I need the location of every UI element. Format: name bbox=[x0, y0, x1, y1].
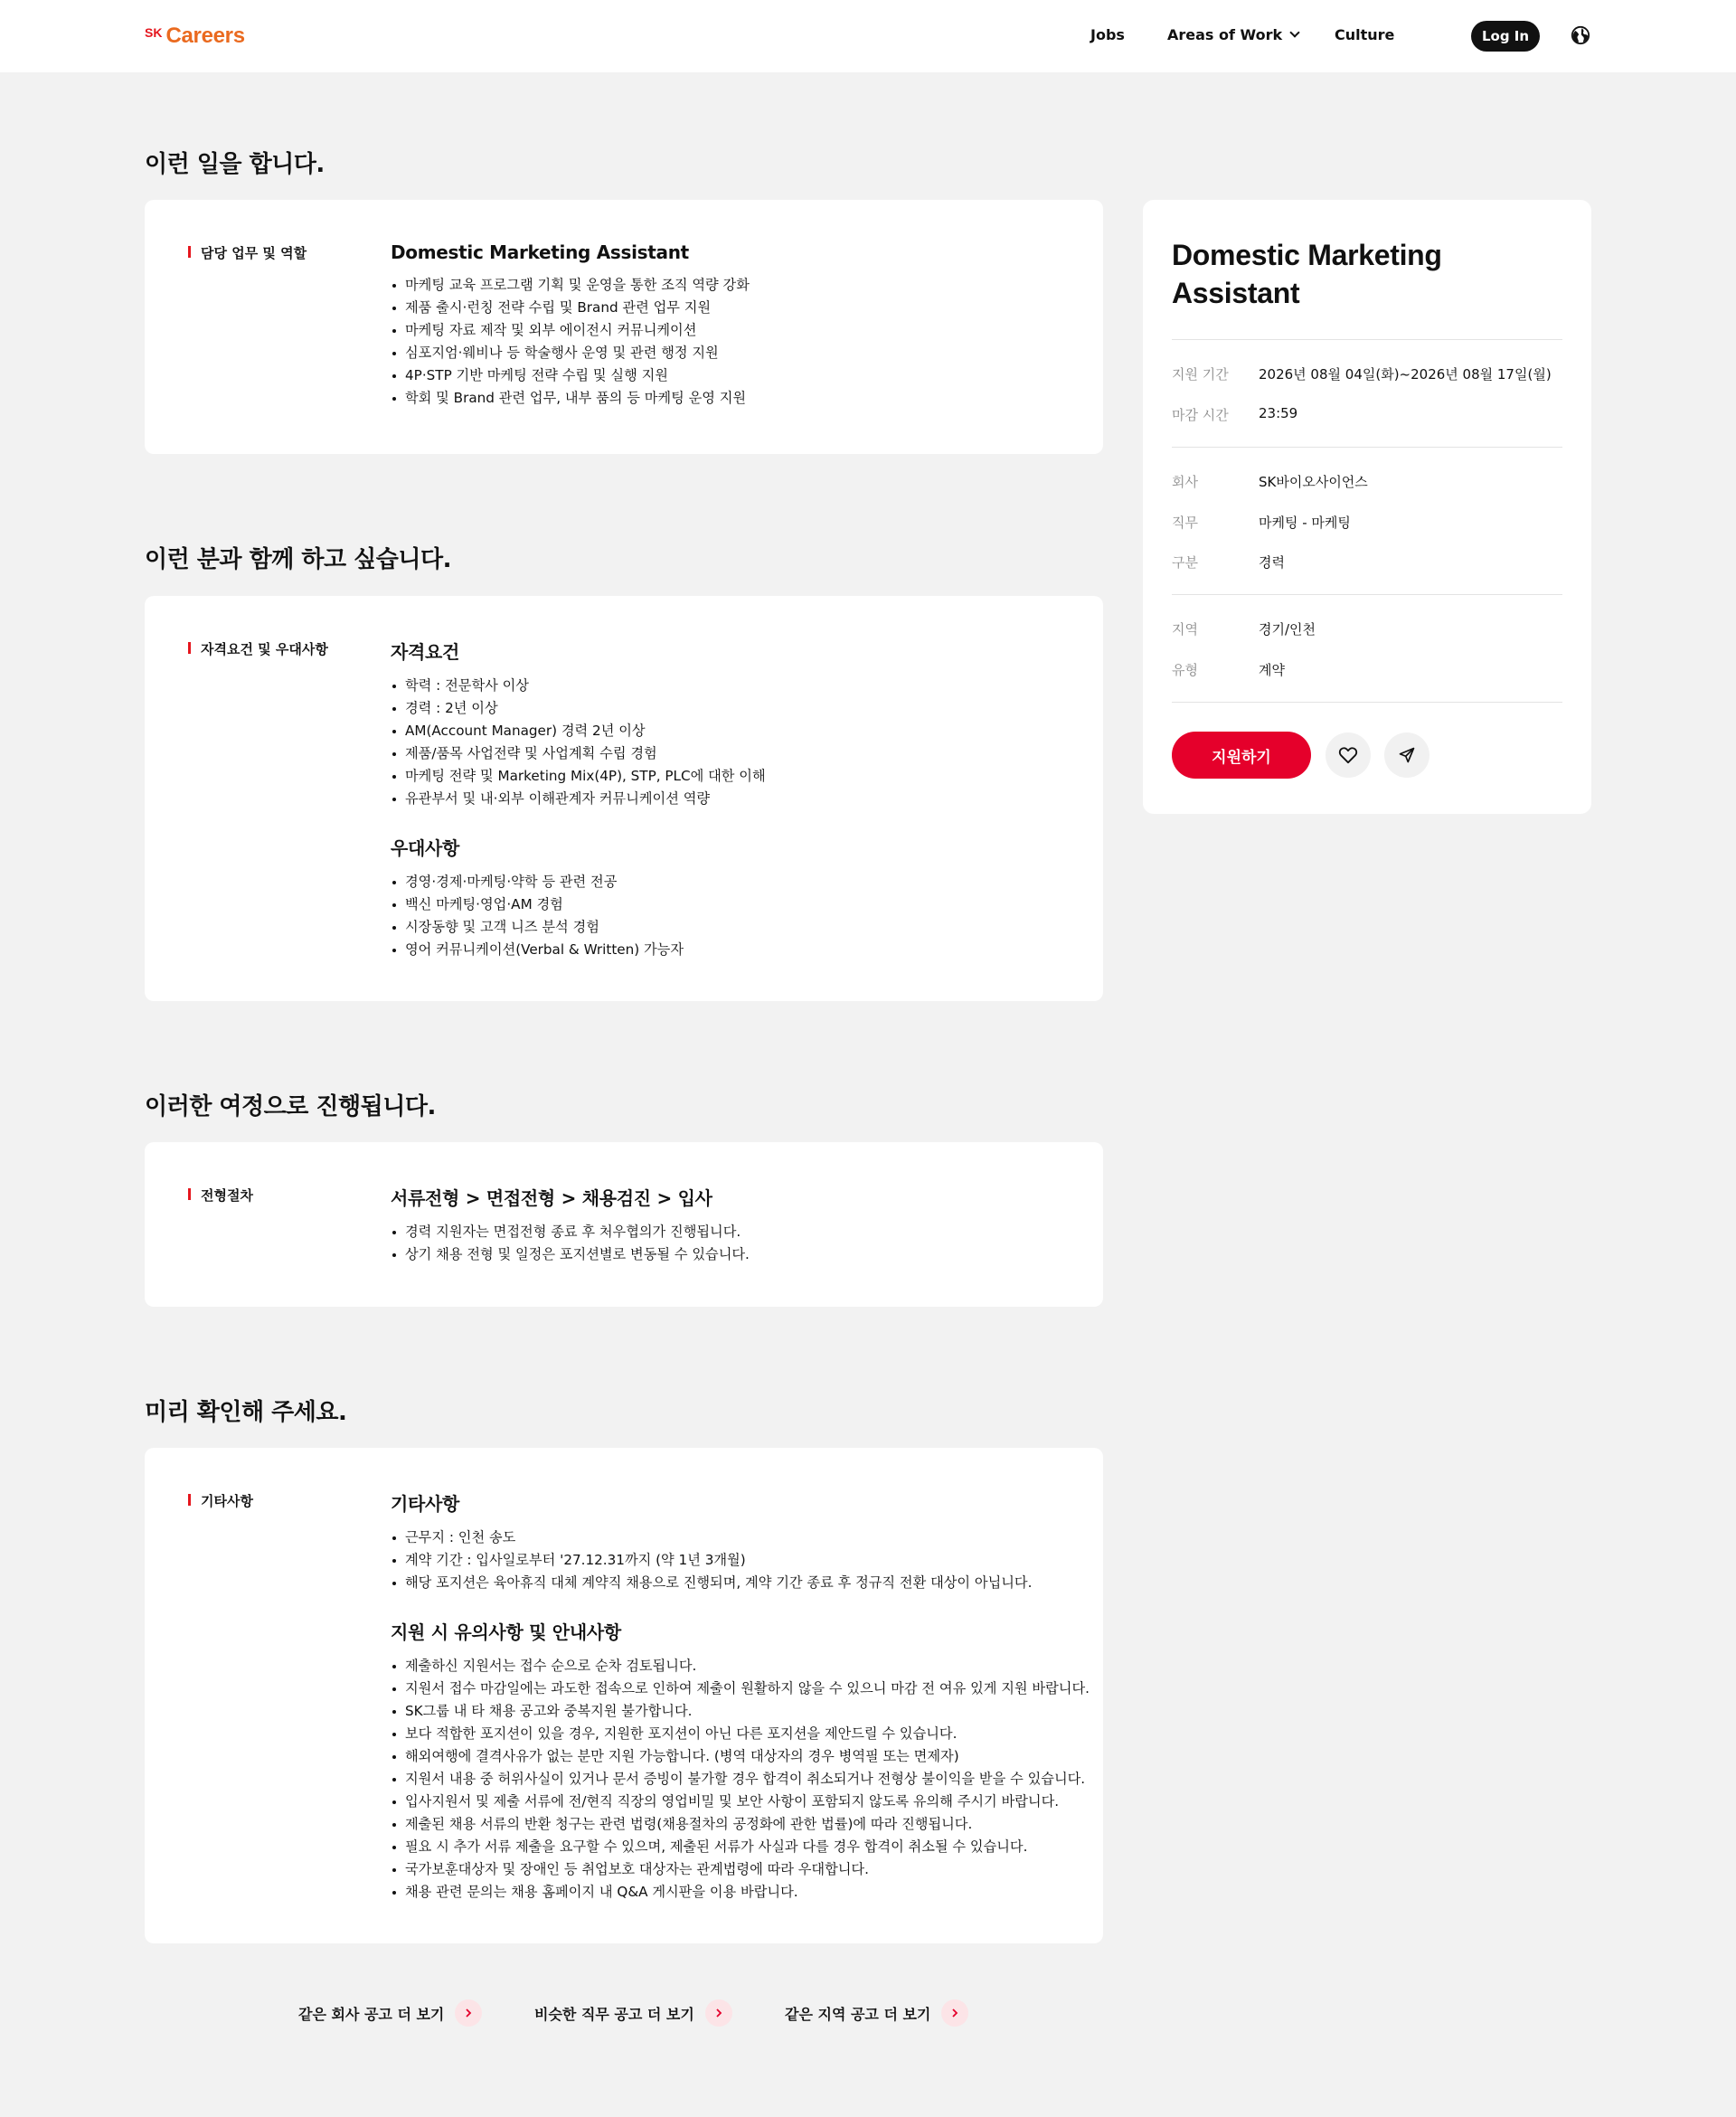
list-item: 근무지 : 인천 송도 bbox=[391, 1526, 1078, 1549]
list-item: 해외여행에 결격사유가 없는 분만 지원 가능합니다. (병역 대상자의 경우 병역필 또는 면제자) bbox=[391, 1745, 1078, 1768]
qualification-body bbox=[391, 638, 1078, 961]
bookmark-button[interactable] bbox=[1326, 732, 1371, 778]
logo-careers: Careers bbox=[165, 24, 245, 48]
requirements-title: 자격요건 bbox=[391, 641, 460, 663]
list-item: 지원서 내용 중 허위사실이 있거나 문서 증빙이 불가할 경우 합격이 취소되거나 전형상 불이익을 받을 수 있습니다. bbox=[391, 1768, 1078, 1791]
sk-careers-logo[interactable] bbox=[145, 24, 245, 49]
role-body bbox=[391, 241, 1078, 410]
send-icon bbox=[1398, 746, 1416, 764]
list-item: 유관부서 및 내·외부 이해관계자 커뮤니케이션 역량 bbox=[391, 788, 1078, 810]
list-item: 시장동향 및 고객 니즈 분석 경험 bbox=[391, 916, 1078, 939]
meta-job-label: 직무 bbox=[1172, 515, 1198, 531]
nav-areas-label: Areas of Work bbox=[1167, 26, 1283, 43]
list-item: SK그룹 내 타 채용 공고와 중복지원 불가합니다. bbox=[391, 1700, 1078, 1723]
meta-company bbox=[1172, 472, 1368, 491]
list-item: 계약 기간 : 입사일로부터 '27.12.31까지 (약 1년 3개월) bbox=[391, 1549, 1078, 1572]
section-title-notice: 미리 확인해 주세요. bbox=[145, 1399, 347, 1426]
etc-list bbox=[391, 1526, 1078, 1594]
notice-label: 기타사항 bbox=[188, 1491, 253, 1510]
list-item: 마케팅 자료 제작 및 외부 에이전시 커뮤니케이션 bbox=[391, 319, 1078, 342]
list-item: 제품 출시·런칭 전략 수립 및 Brand 관련 업무 지원 bbox=[391, 297, 1078, 319]
list-item: 제출된 채용 서류의 반환 청구는 관련 법령(채용절차의 공정화에 관한 법률)에 따라 진행됩니다. bbox=[391, 1813, 1078, 1836]
list-item: 영어 커뮤니케이션(Verbal & Written) 가능자 bbox=[391, 939, 1078, 961]
meta-period-label: 지원 기간 bbox=[1172, 366, 1229, 383]
list-item: 제품/품목 사업전략 및 사업계획 수립 경험 bbox=[391, 742, 1078, 765]
requirements-block bbox=[391, 638, 1078, 810]
job-summary-card bbox=[1143, 200, 1591, 814]
meta-type-label: 구분 bbox=[1172, 554, 1198, 571]
nav-areas-of-work[interactable] bbox=[1167, 26, 1298, 43]
meta-job-value: 마케팅 - 마케팅 bbox=[1259, 515, 1351, 531]
list-item: 상기 채용 전형 및 일정은 포지션별로 변동될 수 있습니다. bbox=[391, 1243, 1078, 1266]
meta-kind bbox=[1172, 660, 1285, 679]
heart-icon bbox=[1338, 746, 1358, 764]
divider bbox=[1172, 339, 1562, 340]
list-item: 경력 : 2년 이상 bbox=[391, 697, 1078, 720]
meta-region bbox=[1172, 619, 1316, 638]
chevron-right-icon bbox=[941, 1999, 968, 2027]
chevron-right-icon bbox=[455, 1999, 482, 2027]
more-same-region-label: 같은 지역 공고 더 보기 bbox=[785, 2005, 931, 2023]
list-item: AM(Account Manager) 경력 2년 이상 bbox=[391, 720, 1078, 742]
meta-job bbox=[1172, 513, 1351, 532]
meta-company-label: 회사 bbox=[1172, 474, 1198, 490]
etc-title: 기타사항 bbox=[391, 1493, 460, 1515]
section-title-process: 이러한 여정으로 진행됩니다. bbox=[145, 1093, 436, 1120]
divider bbox=[1172, 702, 1562, 703]
meta-period bbox=[1172, 364, 1552, 383]
guide-block bbox=[391, 1618, 1090, 1904]
site-header bbox=[0, 0, 1736, 72]
nav-jobs[interactable]: Jobs bbox=[1090, 26, 1125, 43]
meta-deadline-value: 23:59 bbox=[1259, 405, 1298, 421]
meta-company-value: SK바이오사이언스 bbox=[1259, 474, 1368, 490]
requirements-list bbox=[391, 675, 1078, 810]
preferences-list bbox=[391, 871, 1078, 961]
divider bbox=[1172, 594, 1562, 595]
preferences-title: 우대사항 bbox=[391, 837, 460, 859]
list-item: 학력 : 전문학사 이상 bbox=[391, 675, 1078, 697]
meta-type bbox=[1172, 553, 1285, 572]
more-similar-job-label: 비슷한 직무 공고 더 보기 bbox=[534, 2005, 694, 2023]
logo-sk: SK bbox=[145, 25, 163, 40]
process-card bbox=[145, 1142, 1103, 1307]
share-button[interactable] bbox=[1384, 732, 1429, 778]
list-item: 경력 지원자는 면접전형 종료 후 처우협의가 진행됩니다. bbox=[391, 1221, 1078, 1243]
meta-region-value: 경기/인천 bbox=[1259, 621, 1316, 638]
more-same-region-link[interactable] bbox=[785, 1999, 968, 2027]
list-item: 마케팅 교육 프로그램 기획 및 운영을 통한 조직 역량 강화 bbox=[391, 274, 1078, 297]
job-title: Domestic Marketing Assistant bbox=[1172, 239, 1442, 309]
list-item: 지원서 접수 마감일에는 과도한 접속으로 인하여 제출이 원활하지 않을 수 있으니 마감 전 여유 있게 지원 바랍니다. bbox=[391, 1678, 1078, 1700]
divider bbox=[1172, 447, 1562, 448]
role-block bbox=[391, 241, 1078, 410]
qualification-label: 자격요건 및 우대사항 bbox=[188, 639, 328, 658]
process-label: 전형절차 bbox=[188, 1186, 253, 1205]
list-item: 4P·STP 기반 마케팅 전략 수립 및 실행 지원 bbox=[391, 364, 1078, 387]
guide-title: 지원 시 유의사항 및 안내사항 bbox=[391, 1621, 621, 1643]
list-item: 해당 포지션은 육아휴직 대체 계약직 채용으로 진행되며, 계약 기간 종료 후 정규직 전환 대상이 아닙니다. bbox=[391, 1572, 1078, 1594]
role-label: 담당 업무 및 역할 bbox=[188, 243, 307, 262]
guide-list bbox=[391, 1655, 1090, 1904]
globe-icon[interactable] bbox=[1571, 25, 1590, 45]
meta-type-value: 경력 bbox=[1259, 554, 1285, 571]
meta-period-value: 2026년 08월 04일(화)~2026년 08월 17일(월) bbox=[1259, 366, 1552, 383]
list-item: 마케팅 전략 및 Marketing Mix(4P), STP, PLC에 대한 이해 bbox=[391, 765, 1078, 788]
list-item: 필요 시 추가 서류 제출을 요구할 수 있으며, 제출된 서류가 사실과 다를 경우 합격이 취소될 수 있습니다. bbox=[391, 1836, 1078, 1858]
list-item: 국가보훈대상자 및 장애인 등 취업보호 대상자는 관계법령에 따라 우대합니다. bbox=[391, 1858, 1078, 1881]
more-similar-job-link[interactable] bbox=[534, 1999, 732, 2027]
more-same-company-link[interactable] bbox=[298, 1999, 482, 2027]
notice-card bbox=[145, 1448, 1103, 1943]
preferences-block bbox=[391, 834, 1078, 961]
nav-culture[interactable]: Culture bbox=[1335, 26, 1395, 43]
list-item: 입사지원서 및 제출 서류에 전/현직 직장의 영업비밀 및 보안 사항이 포함되지 않도록 유의해 주시기 바랍니다. bbox=[391, 1791, 1078, 1813]
chevron-down-icon bbox=[1289, 27, 1299, 37]
role-card bbox=[145, 200, 1103, 454]
list-item: 심포지엄·웨비나 등 학술행사 운영 및 관련 행정 지원 bbox=[391, 342, 1078, 364]
more-same-company-label: 같은 회사 공고 더 보기 bbox=[298, 2005, 445, 2023]
process-steps: 서류전형 > 면접전형 > 채용검진 > 입사 bbox=[391, 1187, 712, 1209]
list-item: 학회 및 Brand 관련 업무, 내부 품의 등 마케팅 운영 지원 bbox=[391, 387, 1078, 410]
login-button[interactable]: Log In bbox=[1471, 21, 1540, 52]
process-block bbox=[391, 1184, 1078, 1266]
meta-deadline bbox=[1172, 405, 1298, 424]
list-item: 백신 마케팅·영업·AM 경험 bbox=[391, 893, 1078, 916]
notice-body bbox=[391, 1489, 1090, 1904]
list-item: 채용 관련 문의는 채용 홈페이지 내 Q&A 게시판을 이용 바랍니다. bbox=[391, 1881, 1078, 1904]
list-item: 보다 적합한 포지션이 있을 경우, 지원한 포지션이 아닌 다른 포지션을 제안드릴 수 있습니다. bbox=[391, 1723, 1078, 1745]
meta-kind-label: 유형 bbox=[1172, 662, 1198, 678]
process-list bbox=[391, 1221, 1078, 1266]
list-item: 제출하신 지원서는 접수 순으로 순차 검토됩니다. bbox=[391, 1655, 1078, 1678]
section-title-qualification: 이런 분과 함께 하고 싶습니다. bbox=[145, 546, 451, 573]
meta-kind-value: 계약 bbox=[1259, 662, 1285, 678]
process-body bbox=[391, 1184, 1078, 1266]
meta-deadline-label: 마감 시간 bbox=[1172, 407, 1229, 423]
chevron-right-icon bbox=[705, 1999, 732, 2027]
meta-region-label: 지역 bbox=[1172, 621, 1198, 638]
etc-block bbox=[391, 1489, 1078, 1594]
role-list bbox=[391, 274, 1078, 410]
list-item: 경영·경제·마케팅·약학 등 관련 전공 bbox=[391, 871, 1078, 893]
qualification-card bbox=[145, 596, 1103, 1001]
role-block-title: Domestic Marketing Assistant bbox=[391, 241, 689, 263]
apply-button[interactable]: 지원하기 bbox=[1172, 732, 1311, 779]
section-title-role: 이런 일을 합니다. bbox=[145, 151, 325, 178]
